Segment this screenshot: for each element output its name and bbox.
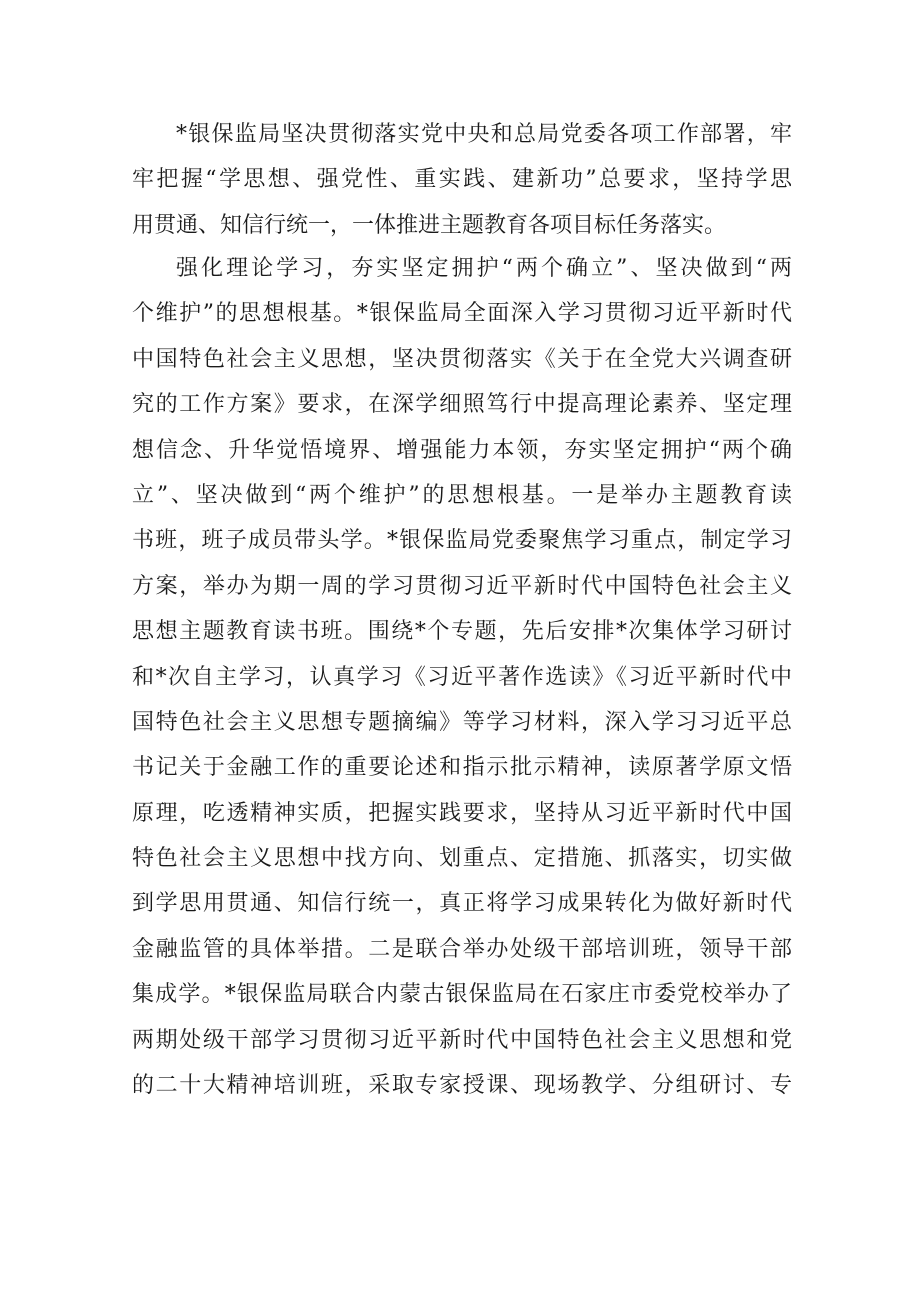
paragraph-line: 两期处级干部学习贯彻习近平新时代中国特色社会主义思想和党 <box>132 1027 792 1053</box>
paragraph-line: 书班，班子成员带头学。*银保监局党委聚焦学习重点，制定学习 <box>132 528 792 554</box>
paragraph-line: 立”、坚决做到“两个维护”的思想根基。一是举办主题教育读 <box>132 482 792 508</box>
paragraph-line: 的二十大精神培训班，采取专家授课、现场教学、分组研讨、专 <box>132 1073 792 1099</box>
paragraph-line: 究的工作方案》要求，在深学细照笃行中提高理论素养、坚定理 <box>132 392 792 418</box>
paragraph-line: 集成学。*银保监局联合内蒙古银保监局在石家庄市委党校举办了 <box>132 982 792 1008</box>
paragraph-line: 个维护”的思想根基。*银保监局全面深入学习贯彻习近平新时代 <box>132 301 792 327</box>
paragraph-line: 中国特色社会主义思想，坚决贯彻落实《关于在全党大兴调查研 <box>132 346 792 372</box>
paragraph-line: 金融监管的具体举措。二是联合举办处级干部培训班，领导干部 <box>132 936 792 962</box>
paragraph-2 <box>132 246 792 1108</box>
paragraph-line: 用贯通、知信行统一，一体推进主题教育各项目标任务落实。 <box>132 212 727 238</box>
paragraph-1 <box>132 112 792 248</box>
paragraph-line: 方案，举办为期一周的学习贯彻习近平新时代中国特色社会主义 <box>132 573 792 599</box>
paragraph-line: 和*次自主学习，认真学习《习近平著作选读》《习近平新时代中 <box>132 664 792 690</box>
paragraph-line: 想信念、升华觉悟境界、增强能力本领，夯实坚定拥护“两个确 <box>132 437 792 463</box>
paragraph-line: 牢把握“学思想、强党性、重实践、建新功”总要求，坚持学思 <box>132 167 792 193</box>
paragraph-line: *银保监局坚决贯彻落实党中央和总局党委各项工作部署，牢 <box>176 122 792 147</box>
paragraph-line: 书记关于金融工作的重要论述和指示批示精神，读原著学原文悟 <box>132 755 792 781</box>
paragraph-line: 到学思用贯通、知信行统一，真正将学习成果转化为做好新时代 <box>132 891 792 917</box>
paragraph-line: 强化理论学习，夯实坚定拥护“两个确立”、坚决做到“两 <box>176 256 792 281</box>
paragraph-line: 国特色社会主义思想专题摘编》等学习材料，深入学习习近平总 <box>132 709 792 735</box>
paragraph-line: 特色社会主义思想中找方向、划重点、定措施、抓落实，切实做 <box>132 846 792 872</box>
paragraph-line: 思想主题教育读书班。围绕*个专题，先后安排*次集体学习研讨 <box>132 619 792 645</box>
paragraph-line: 原理，吃透精神实质，把握实践要求，坚持从习近平新时代中国 <box>132 800 792 826</box>
